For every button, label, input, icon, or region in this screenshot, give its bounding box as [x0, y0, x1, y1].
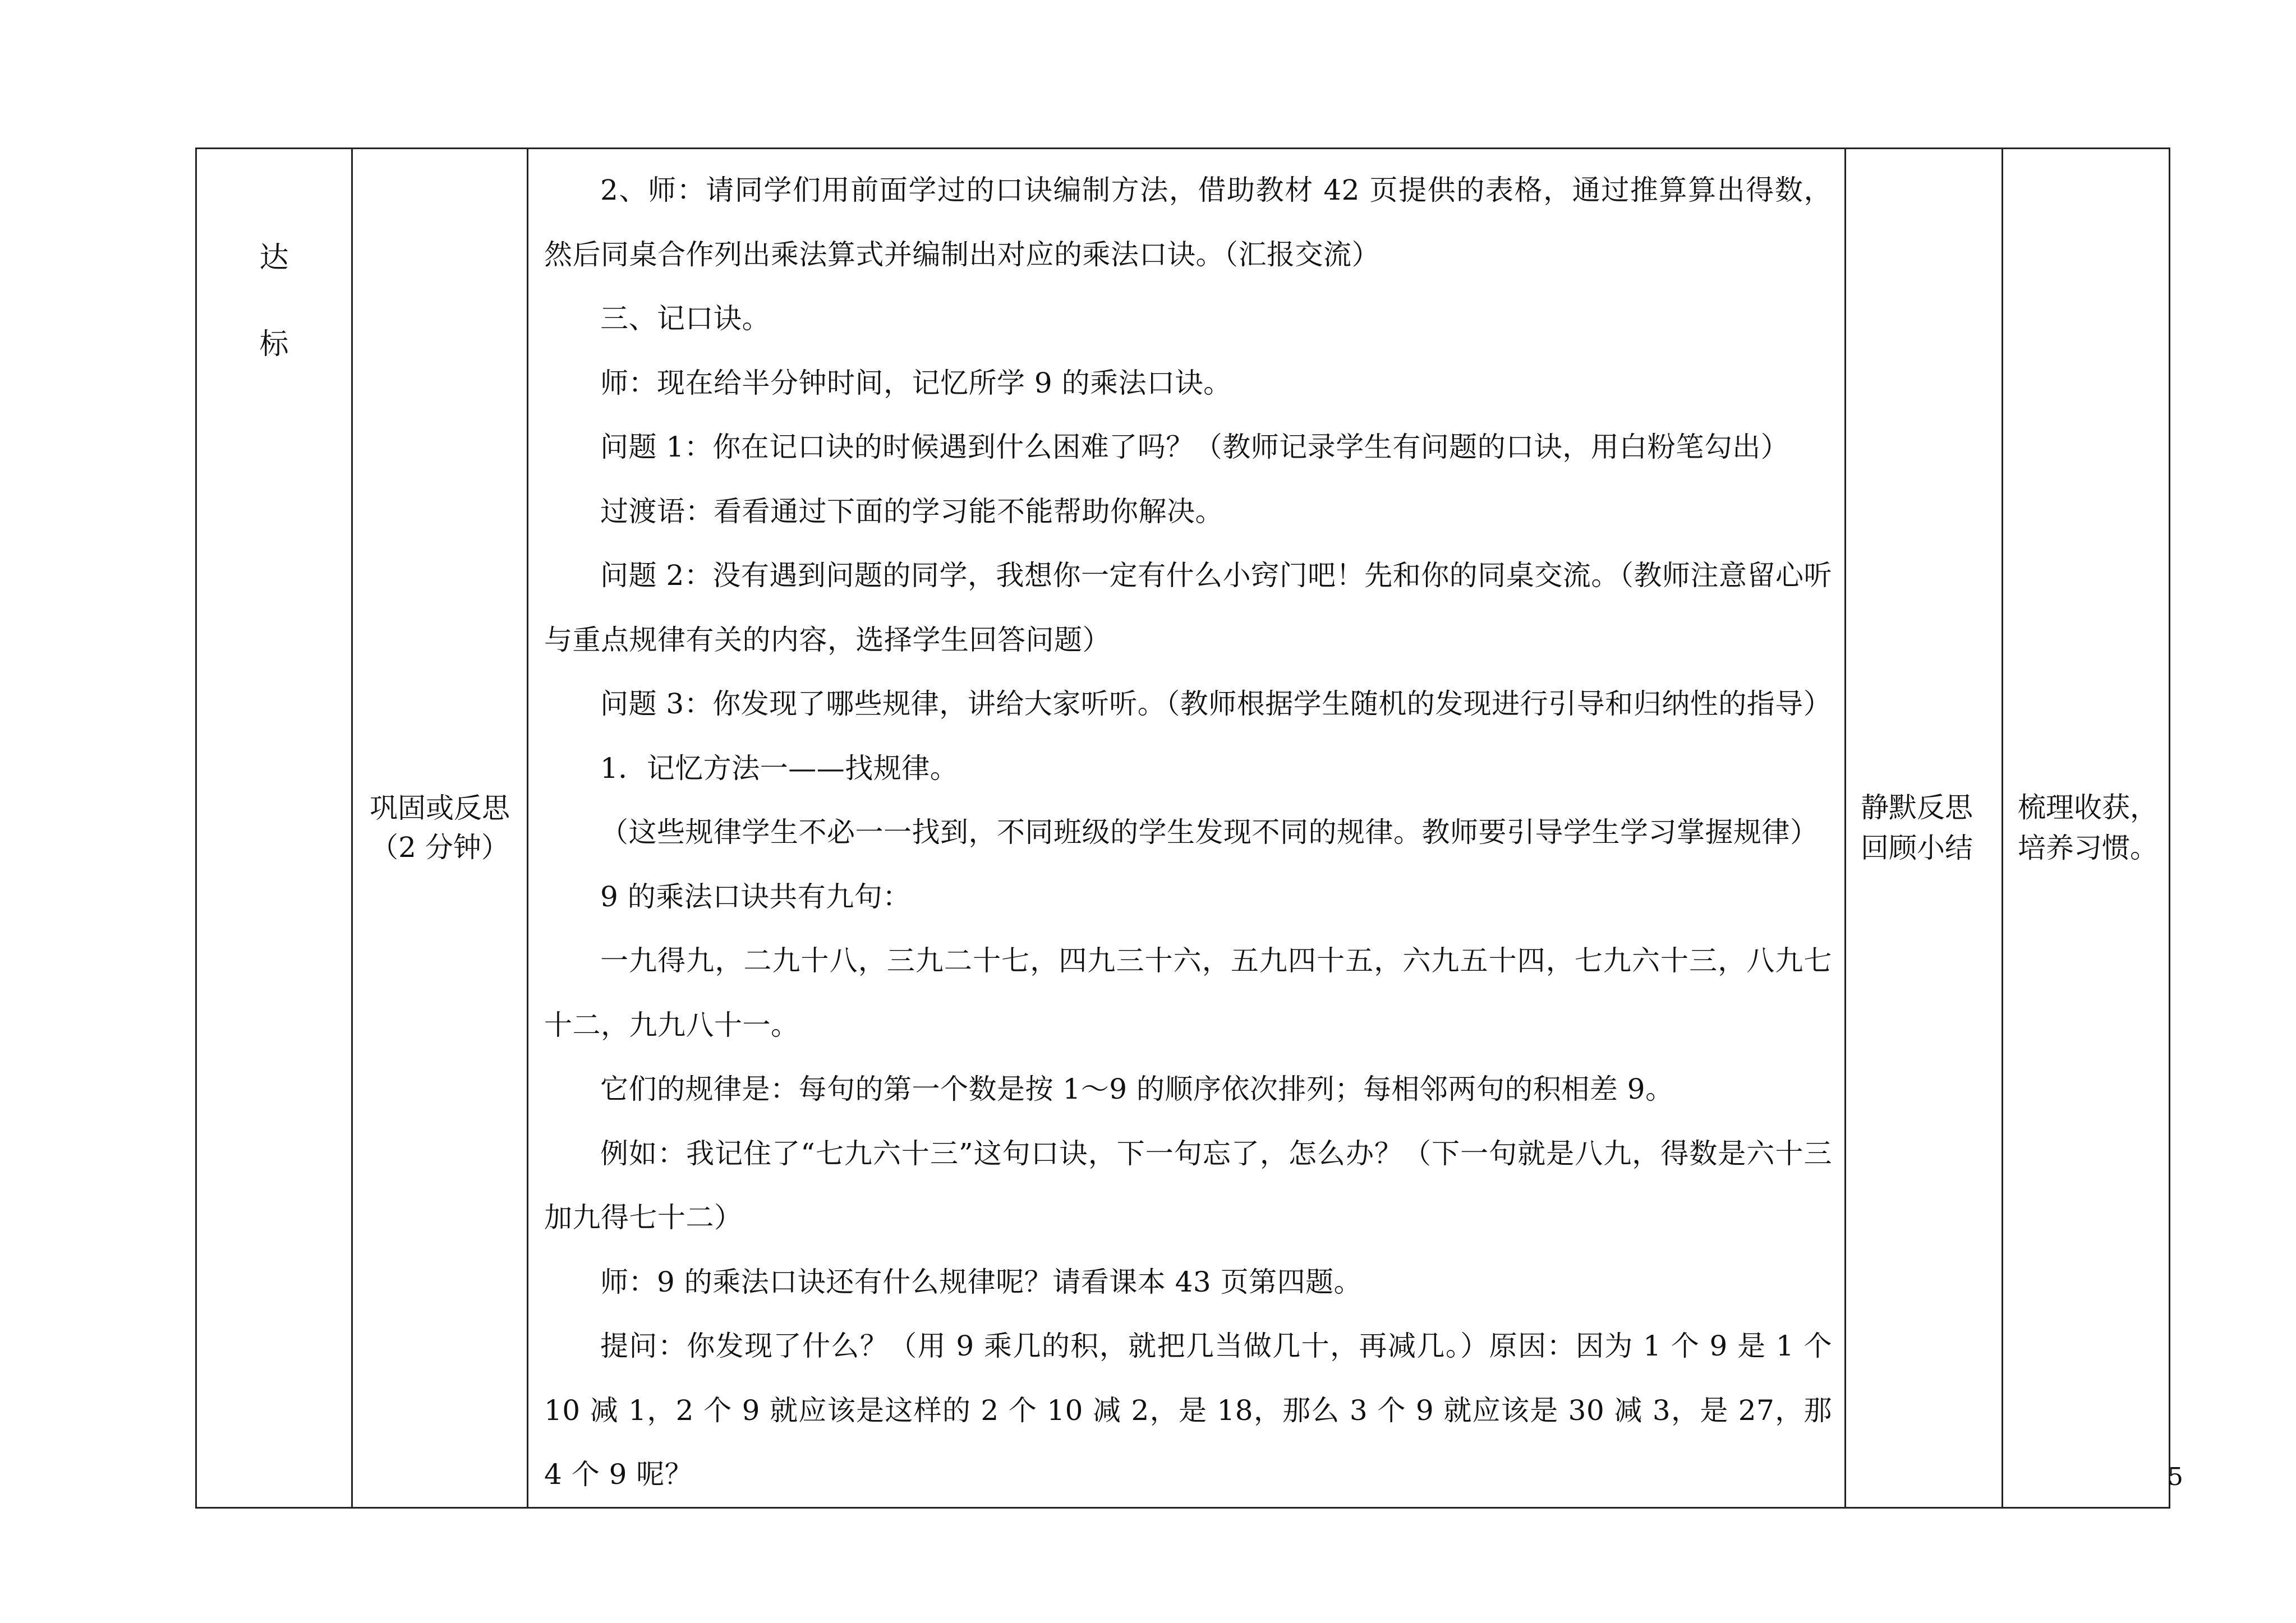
content-paragraph: 三、记口诀。 [600, 302, 770, 335]
content-paragraph: 它们的规律是：每句的第一个数是按 1～9 的顺序依次排列；每相邻两句的积相差 9。 [600, 1073, 1674, 1105]
design-intent-cell [2003, 149, 2170, 1508]
table-row [196, 149, 2170, 1508]
content-paragraph: 过渡语：看看通过下面的学习能不能帮助你解决。 [600, 495, 1223, 528]
content-cell [528, 149, 1846, 1508]
content-paragraph: 师：现在给半分钟时间，记忆所学 9 的乘法口诀。 [600, 366, 1232, 399]
content-paragraph: 2、师：请同学们用前面学过的口诀编制方法，借助教材 42 页提供的表格，通过推算算出得数，然后同桌合作列出乘法算式并编制出对应的乘法口诀。（汇报交流） [544, 174, 1832, 271]
stage-char: 达 [259, 241, 289, 275]
student-activity-line: 回顾小结 [1861, 832, 1973, 865]
content-paragraph: 师：9 的乘法口诀还有什么规律呢？请看课本 43 页第四题。 [600, 1265, 1363, 1298]
content-paragraph: 问题 2：没有遇到问题的同学，我想你一定有什么小窍门吧！先和你的同桌交流。（教师注意留心听与重点规律有关的内容，选择学生回答问题） [544, 559, 1832, 656]
student-activity-cell [1846, 149, 2003, 1508]
content-paragraph: 提问：你发现了什么？（用 9 乘几的积，就把几当做几十，再减几。）原因：因为 1 个 9 是 1 个 10 减 1，2 个 9 就应该是这样的 2 个 10 减 2，是 18，那么 3 个 9 就应该是 30 减 3，是 27，那 4 个 9 呢？ [544, 1330, 1832, 1491]
content-paragraph: 问题 1：你在记口诀的时候遇到什么困难了吗？（教师记录学生有问题的口诀，用白粉笔勾出） [600, 431, 1789, 463]
content-paragraph: 9 的乘法口诀共有九句： [600, 880, 911, 913]
content-paragraph: 例如：我记住了“七九六十三”这句口诀，下一句忘了，怎么办？（下一句就是八九，得数是六十三加九得七十二） [544, 1137, 1832, 1234]
stage-cell [196, 149, 352, 1508]
content-paragraph: 1．记忆方法一——找规律。 [600, 751, 959, 785]
content-paragraph: 一九得九，二九十八，三九二十七，四九三十六，五九四十五，六九五十四，七九六十三，八九七十二，九九八十一。 [544, 944, 1832, 1041]
stage-char: 标 [259, 328, 289, 361]
design-intent-line: 梳理收获， [2018, 791, 2158, 824]
content-paragraph: （这些规律学生不必一一找到，不同班级的学生发现不同的规律。教师要引导学生学习掌握规律） [600, 816, 1819, 849]
page-number: 5 [2168, 1463, 2183, 1491]
link-line: （2 分钟） [370, 831, 509, 864]
design-intent-line: 培养习惯。 [2018, 832, 2158, 865]
link-line: 巩固或反思 [370, 792, 510, 825]
lesson-plan-table [195, 147, 2170, 1509]
link-cell [352, 149, 528, 1508]
content-paragraph: 问题 3：你发现了哪些规律，讲给大家听听。（教师根据学生随机的发现进行引导和归纳性的指导） [600, 688, 1832, 720]
student-activity-line: 静默反思 [1861, 791, 1973, 824]
